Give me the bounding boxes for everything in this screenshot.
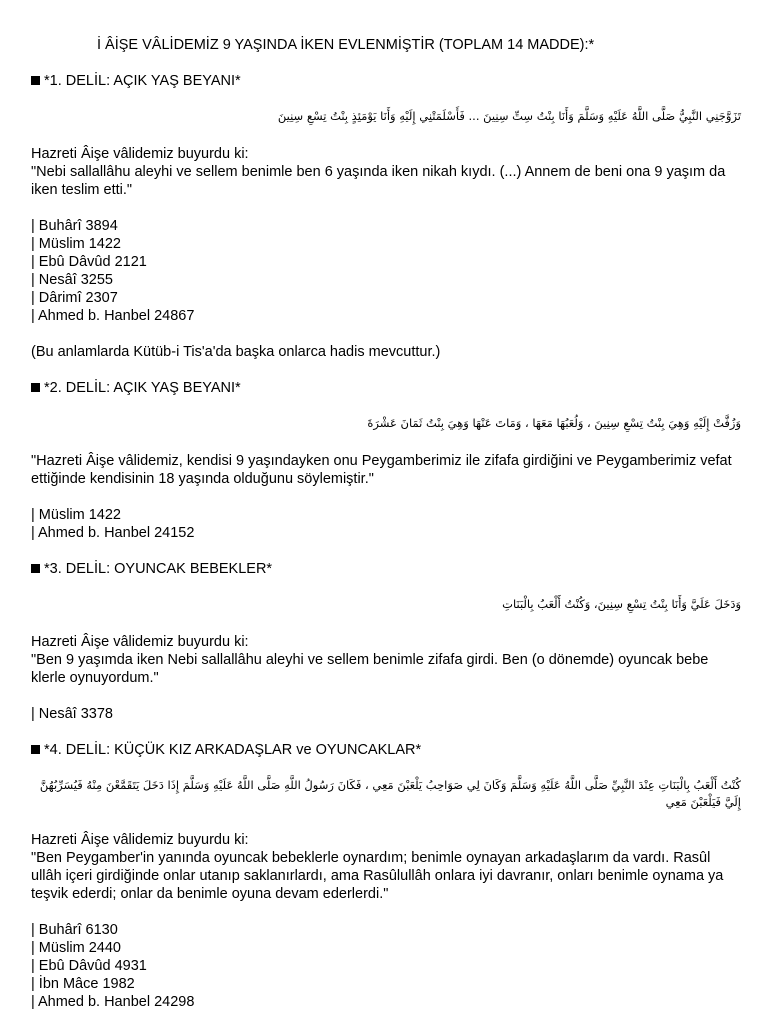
section-heading bbox=[31, 560, 741, 578]
reference-item: | Dârimî 2307 bbox=[31, 290, 118, 306]
section-heading-text: *3. DELİL: OYUNCAK BEBEKLER* bbox=[44, 561, 273, 577]
square-bullet-icon bbox=[31, 745, 40, 754]
translation-intro: Hazreti Âişe vâlidemiz buyurdu ki: bbox=[31, 634, 249, 650]
section-3 bbox=[31, 560, 741, 723]
reference-item: | Buhârî 3894 bbox=[31, 218, 118, 234]
translation-block bbox=[31, 633, 741, 687]
square-bullet-icon bbox=[31, 76, 40, 85]
reference-item: | Ebû Dâvûd 2121 bbox=[31, 254, 147, 270]
section-4 bbox=[31, 741, 741, 1011]
section-heading bbox=[31, 72, 741, 90]
arabic-hadith-text: كُنْتُ أَلْعَبُ بِالْبَنَاتِ عِنْدَ النَّبِيِّ صَلَّى اللَّهُ عَلَيْهِ وَسَلَّمَ وَكَانَ لِي صَوَاحِبُ يَلْعَبْنَ مَعِي ، فَكَانَ رَسُولُ اللَّهِ صَلَّى اللَّهُ عَلَيْهِ وَسَلَّمَ إِذَا دَخَلَ يَتَقَمَّعْنَ مِنْهُ فَيُسَرِّبُهُنَّ إِلَيَّ فَيَلْعَبْنَ مَعِي bbox=[39, 778, 741, 809]
translation-quote: "Ben 9 yaşımda iken Nebi sallallâhu aleyhi ve sellem benimle zifafa girdi. Ben (o dönemde) oyuncak bebe klerle oynuyordum." bbox=[31, 652, 709, 686]
reference-item: | Müslim 2440 bbox=[31, 940, 121, 956]
translation-quote: "Nebi sallallâhu aleyhi ve sellem benimle ben 6 yaşında iken nikah kıydı. (...) Annem de beni ona 9 yaşım da iken teslim etti." bbox=[31, 164, 726, 198]
reference-item: | Ahmed b. Hanbel 24867 bbox=[31, 308, 195, 324]
reference-item: | İbn Mâce 1982 bbox=[31, 976, 135, 992]
section-heading bbox=[31, 741, 741, 759]
section-heading-text: *2. DELİL: AÇIK YAŞ BEYANI* bbox=[44, 380, 241, 396]
document-body bbox=[31, 72, 741, 1029]
arabic-hadith-text: وَزُفَّتْ إِلَيْهِ وَهِيَ بِنْتُ تِسْعِ سِنِينَ ، وَلُعَبُهَا مَعَهَا ، وَمَاتَ عَنْهَا وَهِيَ بِنْتُ ثَمَانَ عَشْرَةَ bbox=[367, 416, 741, 430]
section-heading-text: *1. DELİL: AÇIK YAŞ BEYANI* bbox=[44, 73, 241, 89]
reference-item: | Nesâî 3255 bbox=[31, 272, 113, 288]
translation-intro: Hazreti Âişe vâlidemiz buyurdu ki: bbox=[31, 832, 249, 848]
reference-list bbox=[31, 506, 741, 542]
translation-block bbox=[31, 831, 741, 903]
translation-quote: "Ben Peygamber'in yanında oyuncak bebeklerle oynardım; benimle oynayan arkadaşlarım da vardı. Rasûl ullâh içeri girdiğinde onlar utanıp saklanırlardı, ama Rasûlullâh onlara iyi davranır, onları benimle oynama ya teşvik ederdi; onlar da benimle oyuna devam ederlerdi." bbox=[31, 850, 724, 902]
square-bullet-icon bbox=[31, 564, 40, 573]
reference-item: | Buhârî 6130 bbox=[31, 922, 118, 938]
reference-item: | Müslim 1422 bbox=[31, 507, 121, 523]
reference-list bbox=[31, 705, 741, 723]
arabic-hadith-text: وَدَخَلَ عَلَيَّ وَأَنَا بِنْتُ تِسْعِ سِنِينَ، وَكُنْتُ أَلْعَبُ بِالْبَنَاتِ bbox=[502, 597, 741, 611]
reference-list bbox=[31, 921, 741, 1011]
section-2 bbox=[31, 379, 741, 542]
reference-item: | Ebû Dâvûd 4931 bbox=[31, 958, 147, 974]
section-heading bbox=[31, 379, 741, 397]
translation-intro: Hazreti Âişe vâlidemiz buyurdu ki: bbox=[31, 146, 249, 162]
section-note: (Bu anlamlarda Kütüb-i Tis'a'da başka onlarca hadis mevcuttur.) bbox=[31, 344, 441, 360]
reference-item: | Ahmed b. Hanbel 24298 bbox=[31, 994, 195, 1010]
translation-block bbox=[31, 145, 741, 199]
reference-item: | Ahmed b. Hanbel 24152 bbox=[31, 525, 195, 541]
square-bullet-icon bbox=[31, 383, 40, 392]
section-1 bbox=[31, 72, 741, 361]
reference-item: | Müslim 1422 bbox=[31, 236, 121, 252]
reference-item: | Nesâî 3378 bbox=[31, 706, 113, 722]
section-heading-text: *4. DELİL: KÜÇÜK KIZ ARKADAŞLAR ve OYUNCAKLAR* bbox=[44, 742, 422, 758]
reference-list bbox=[31, 217, 741, 325]
document-title: İ ÂİŞE VÂLİDEMİZ 9 YAŞINDA İKEN EVLENMİŞTİR (TOPLAM 14 MADDE):* bbox=[97, 37, 595, 53]
arabic-hadith-text: تَزَوَّجَنِي النَّبِيُّ صَلَّى اللَّهُ عَلَيْهِ وَسَلَّمَ وَأَنَا بِنْتُ سِتِّ سِنِينَ ... فَأَسْلَمَتْنِي إِلَيْهِ وَأَنَا يَوْمَئِذٍ بِنْتُ تِسْعِ سِنِينَ bbox=[277, 109, 741, 123]
translation-quote: "Hazreti Âişe vâlidemiz, kendisi 9 yaşındayken onu Peygamberimiz ile zifafa girdiğini ve Peygamberimiz vefat ettiğinde kendisinin 18 yaşında olduğunu söylemiştir." bbox=[31, 453, 732, 487]
